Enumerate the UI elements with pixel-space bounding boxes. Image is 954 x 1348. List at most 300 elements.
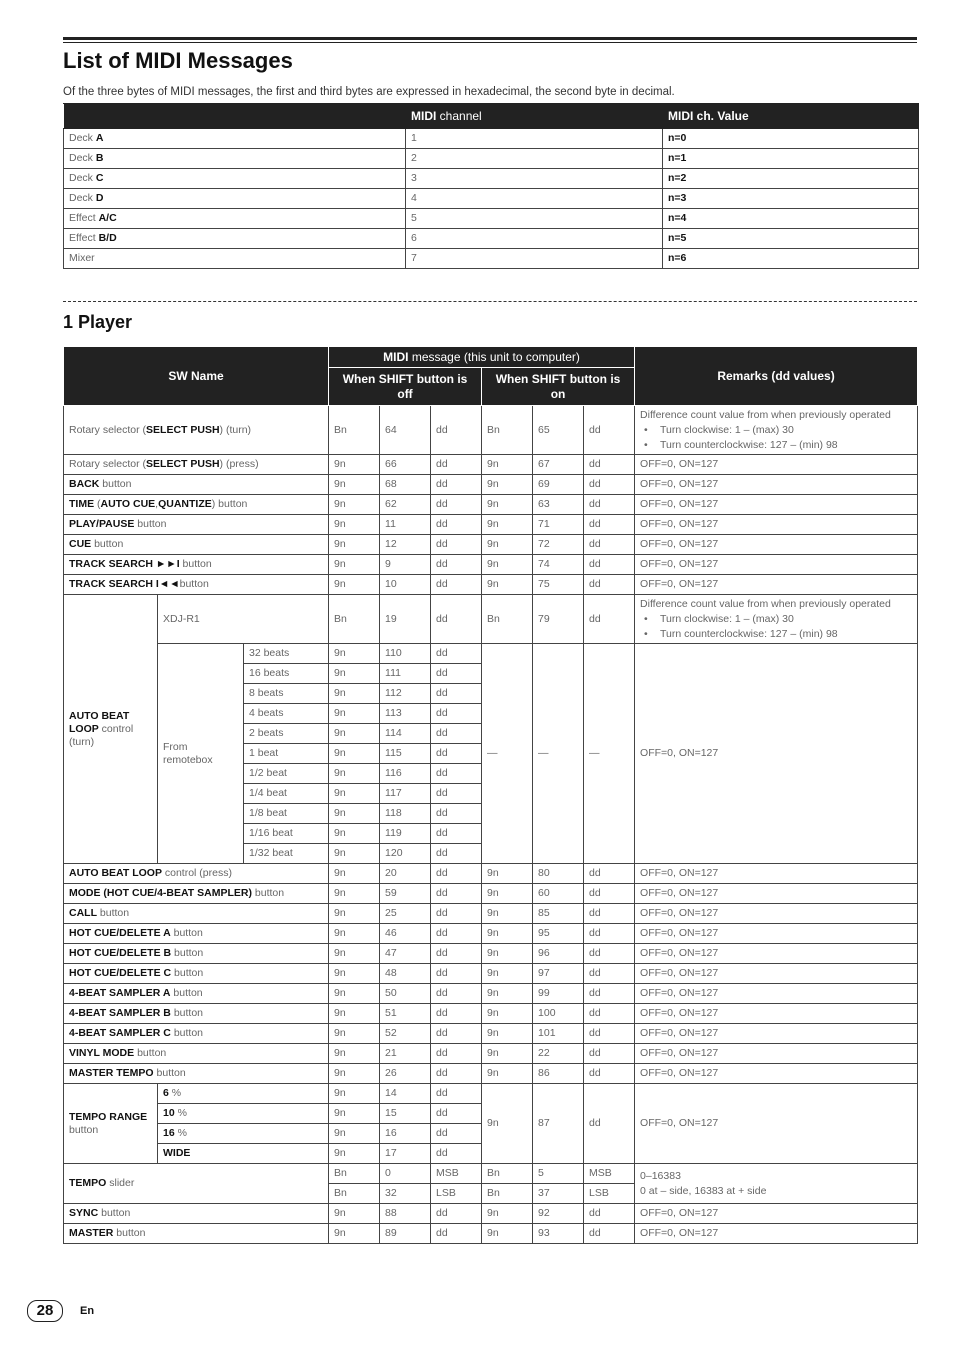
table-cell: 9n bbox=[482, 1084, 533, 1164]
remarks: OFF=0, ON=127 bbox=[635, 924, 918, 944]
remarks: OFF=0, ON=127 bbox=[635, 904, 918, 924]
table-cell: dd bbox=[431, 944, 482, 964]
table-cell: 21 bbox=[380, 1044, 431, 1064]
beat-label: 1/8 beat bbox=[244, 804, 329, 824]
remarks-diff: Difference count value from when previously operated • Turn clockwise: 1 – (max) 30 • Turn counterclockwise: 127 – (min) 98 bbox=[635, 406, 918, 455]
table-cell: 113 bbox=[380, 704, 431, 724]
table-cell: 97 bbox=[533, 964, 584, 984]
table-cell: dd bbox=[431, 924, 482, 944]
table-row bbox=[64, 944, 918, 964]
remarks: OFF=0, ON=127 bbox=[635, 964, 918, 984]
table-row bbox=[64, 149, 919, 169]
table-cell: 66 bbox=[380, 455, 431, 475]
row-label: Mixer bbox=[64, 249, 406, 269]
header-midi-message: MIDI message (this unit to computer) bbox=[329, 347, 635, 368]
table-cell: 9n bbox=[482, 1204, 533, 1224]
table-row bbox=[64, 209, 919, 229]
table-cell: dd bbox=[431, 595, 482, 644]
table-cell: dd bbox=[431, 455, 482, 475]
table-cell: dd bbox=[431, 824, 482, 844]
table-cell: 9n bbox=[482, 1064, 533, 1084]
table-cell: Bn bbox=[329, 595, 380, 644]
table-cell: 74 bbox=[533, 555, 584, 575]
remarks: OFF=0, ON=127 bbox=[635, 495, 918, 515]
row-label: Deck C bbox=[64, 169, 406, 189]
table-cell: dd bbox=[584, 1024, 635, 1044]
table-cell: 111 bbox=[380, 664, 431, 684]
table-cell: 96 bbox=[533, 944, 584, 964]
midi-ch-value: n=4 bbox=[663, 209, 919, 229]
table-cell: dd bbox=[431, 864, 482, 884]
table-cell: 9 bbox=[380, 555, 431, 575]
sw-name: 4-BEAT SAMPLER A button bbox=[64, 984, 329, 1004]
table-cell: dd bbox=[584, 1044, 635, 1064]
sw-name: HOT CUE/DELETE B button bbox=[64, 944, 329, 964]
table-cell: 86 bbox=[533, 1064, 584, 1084]
midi-channel: 4 bbox=[406, 189, 663, 209]
table-cell: 9n bbox=[329, 904, 380, 924]
beat-label: 1/2 beat bbox=[244, 764, 329, 784]
table-row bbox=[64, 406, 918, 455]
remarks: OFF=0, ON=127 bbox=[635, 515, 918, 535]
table-cell: dd bbox=[584, 555, 635, 575]
table-cell: — bbox=[584, 644, 635, 864]
table-cell: dd bbox=[584, 1004, 635, 1024]
midi-ch-value: n=1 bbox=[663, 149, 919, 169]
table-cell: — bbox=[482, 644, 533, 864]
table-row bbox=[64, 169, 919, 189]
table-cell: 80 bbox=[533, 864, 584, 884]
table-cell: 9n bbox=[329, 884, 380, 904]
table-cell: Bn bbox=[329, 1164, 380, 1184]
table-row bbox=[64, 249, 919, 269]
header-sw-name: SW Name bbox=[64, 347, 329, 406]
table-cell: dd bbox=[431, 1204, 482, 1224]
table-cell: 0 bbox=[380, 1164, 431, 1184]
channel-table-header bbox=[64, 104, 919, 129]
midi-channel-table bbox=[63, 103, 919, 269]
table-cell: 9n bbox=[329, 1064, 380, 1084]
table-cell: 101 bbox=[533, 1024, 584, 1044]
tempo-range-label: TEMPO RANGE button bbox=[64, 1084, 158, 1164]
table-cell: dd bbox=[431, 904, 482, 924]
xdj-r1-label: XDJ-R1 bbox=[158, 595, 329, 644]
sw-name: TIME (AUTO CUE,QUANTIZE) button bbox=[64, 495, 329, 515]
table-cell: 67 bbox=[533, 455, 584, 475]
table-cell: 17 bbox=[380, 1144, 431, 1164]
sw-name: AUTO BEAT LOOP control (press) bbox=[64, 864, 329, 884]
table-cell: dd bbox=[584, 964, 635, 984]
table-cell: dd bbox=[431, 684, 482, 704]
table-cell: 9n bbox=[329, 684, 380, 704]
midi-channel: 2 bbox=[406, 149, 663, 169]
table-cell: dd bbox=[431, 744, 482, 764]
section-divider bbox=[63, 301, 917, 302]
table-cell: 9n bbox=[329, 924, 380, 944]
table-row bbox=[64, 644, 918, 664]
table-cell: 9n bbox=[482, 515, 533, 535]
table-row bbox=[64, 229, 919, 249]
table-row bbox=[64, 884, 918, 904]
table-cell: 75 bbox=[533, 575, 584, 595]
table-cell: 60 bbox=[533, 884, 584, 904]
table-cell: 25 bbox=[380, 904, 431, 924]
row-label: Effect A/C bbox=[64, 209, 406, 229]
table-cell: dd bbox=[431, 724, 482, 744]
table-cell: MSB bbox=[431, 1164, 482, 1184]
row-label: Deck B bbox=[64, 149, 406, 169]
table-row bbox=[64, 924, 918, 944]
table-cell: 100 bbox=[533, 1004, 584, 1024]
sw-name: SYNC button bbox=[64, 1204, 329, 1224]
table-cell: 87 bbox=[533, 1084, 584, 1164]
table-cell: dd bbox=[584, 904, 635, 924]
beat-label: 1/32 beat bbox=[244, 844, 329, 864]
table-row bbox=[64, 1224, 918, 1244]
header-shift-on: When SHIFT button is on bbox=[482, 368, 635, 406]
table-cell: 69 bbox=[533, 475, 584, 495]
remarks: OFF=0, ON=127 bbox=[635, 475, 918, 495]
table-cell: 51 bbox=[380, 1004, 431, 1024]
sw-name: 4-BEAT SAMPLER B button bbox=[64, 1004, 329, 1024]
remarks: OFF=0, ON=127 bbox=[635, 1084, 918, 1164]
row-label: Effect B/D bbox=[64, 229, 406, 249]
table-cell: dd bbox=[431, 784, 482, 804]
table-cell: 68 bbox=[380, 475, 431, 495]
table-cell: 9n bbox=[482, 1004, 533, 1024]
table-cell: Bn bbox=[482, 1164, 533, 1184]
table-cell: 9n bbox=[329, 1224, 380, 1244]
table-cell: dd bbox=[431, 884, 482, 904]
tempo-range-option: 16 % bbox=[158, 1124, 329, 1144]
table-row bbox=[64, 1084, 918, 1104]
table-cell: 5 bbox=[533, 1164, 584, 1184]
table-cell: dd bbox=[584, 535, 635, 555]
table-row bbox=[64, 1044, 918, 1064]
table-cell: dd bbox=[431, 1124, 482, 1144]
table-cell: 99 bbox=[533, 984, 584, 1004]
table-cell: 95 bbox=[533, 924, 584, 944]
table-cell: 9n bbox=[482, 964, 533, 984]
table-row bbox=[64, 555, 918, 575]
table-cell: dd bbox=[584, 575, 635, 595]
sw-name: VINYL MODE button bbox=[64, 1044, 329, 1064]
table-cell: Bn bbox=[329, 1184, 380, 1204]
table-cell: 120 bbox=[380, 844, 431, 864]
table-cell: 19 bbox=[380, 595, 431, 644]
table-cell: dd bbox=[584, 884, 635, 904]
table-cell: 9n bbox=[329, 864, 380, 884]
table-row bbox=[64, 964, 918, 984]
table-cell: 37 bbox=[533, 1184, 584, 1204]
tempo-range-option: WIDE bbox=[158, 1144, 329, 1164]
table-cell: 9n bbox=[329, 664, 380, 684]
header-remarks: Remarks (dd values) bbox=[635, 347, 918, 406]
table-cell: 9n bbox=[329, 455, 380, 475]
sw-name: BACK button bbox=[64, 475, 329, 495]
remarks: OFF=0, ON=127 bbox=[635, 535, 918, 555]
table-cell: 11 bbox=[380, 515, 431, 535]
beat-label: 4 beats bbox=[244, 704, 329, 724]
table-cell: dd bbox=[584, 1224, 635, 1244]
sw-name: TEMPO slider bbox=[64, 1164, 329, 1204]
remarks: 0–16383 0 at – side, 16383 at + side bbox=[635, 1164, 918, 1204]
table-cell: 85 bbox=[533, 904, 584, 924]
table-cell: 9n bbox=[329, 844, 380, 864]
table-cell: 118 bbox=[380, 804, 431, 824]
table-cell: Bn bbox=[482, 595, 533, 644]
table-cell: 89 bbox=[380, 1224, 431, 1244]
table-cell: 116 bbox=[380, 764, 431, 784]
remarks: OFF=0, ON=127 bbox=[635, 1064, 918, 1084]
table-cell: dd bbox=[431, 964, 482, 984]
sw-name: TRACK SEARCH I◄◄button bbox=[64, 575, 329, 595]
sw-name: Rotary selector (SELECT PUSH) (press) bbox=[64, 455, 329, 475]
table-row bbox=[64, 1164, 918, 1184]
sw-name: CUE button bbox=[64, 535, 329, 555]
table-row bbox=[64, 1004, 918, 1024]
table-cell: 9n bbox=[329, 495, 380, 515]
table-row bbox=[64, 515, 918, 535]
table-cell: dd bbox=[431, 804, 482, 824]
header-blank bbox=[64, 104, 406, 129]
intro-text: Of the three bytes of MIDI messages, the first and third bytes are expressed in hexadecimal, the second byte in decimal. bbox=[63, 86, 675, 98]
table-cell: dd bbox=[584, 406, 635, 455]
table-cell: dd bbox=[431, 1104, 482, 1124]
table-cell: 115 bbox=[380, 744, 431, 764]
table-cell: 14 bbox=[380, 1084, 431, 1104]
table-cell: 72 bbox=[533, 535, 584, 555]
table-cell: 9n bbox=[329, 575, 380, 595]
table-row bbox=[64, 864, 918, 884]
page-title: List of MIDI Messages bbox=[63, 48, 293, 73]
table-cell: 9n bbox=[482, 1044, 533, 1064]
table-row bbox=[64, 1204, 918, 1224]
table-cell: dd bbox=[431, 1004, 482, 1024]
table-cell: 9n bbox=[482, 475, 533, 495]
table-cell: dd bbox=[431, 1144, 482, 1164]
remarks: OFF=0, ON=127 bbox=[635, 884, 918, 904]
sw-name: MASTER button bbox=[64, 1224, 329, 1244]
tempo-range-option: 10 % bbox=[158, 1104, 329, 1124]
table-cell: 32 bbox=[380, 1184, 431, 1204]
table-cell: 9n bbox=[329, 764, 380, 784]
remarks: OFF=0, ON=127 bbox=[635, 864, 918, 884]
table-cell: Bn bbox=[482, 1184, 533, 1204]
table-cell: 9n bbox=[329, 515, 380, 535]
page-number: 28 bbox=[27, 1300, 63, 1322]
table-cell: 9n bbox=[329, 984, 380, 1004]
sw-name: Rotary selector (SELECT PUSH) (turn) bbox=[64, 406, 329, 455]
table-cell: 16 bbox=[380, 1124, 431, 1144]
beat-label: 2 beats bbox=[244, 724, 329, 744]
table-row bbox=[64, 535, 918, 555]
table-row bbox=[64, 575, 918, 595]
table-cell: Bn bbox=[329, 406, 380, 455]
remarks: OFF=0, ON=127 bbox=[635, 455, 918, 475]
table-cell: 9n bbox=[329, 555, 380, 575]
table-cell: 110 bbox=[380, 644, 431, 664]
table-cell: dd bbox=[584, 595, 635, 644]
table-cell: 114 bbox=[380, 724, 431, 744]
table-cell: 22 bbox=[533, 1044, 584, 1064]
table-cell: dd bbox=[431, 1064, 482, 1084]
beat-label: 16 beats bbox=[244, 664, 329, 684]
table-cell: 9n bbox=[329, 724, 380, 744]
table-row bbox=[64, 495, 918, 515]
header-midi-ch-value: MIDI ch. Value bbox=[663, 104, 919, 129]
table-row bbox=[64, 129, 919, 149]
sw-name: MASTER TEMPO button bbox=[64, 1064, 329, 1084]
midi-ch-value: n=2 bbox=[663, 169, 919, 189]
table-cell: dd bbox=[584, 984, 635, 1004]
header-shift-off: When SHIFT button is off bbox=[329, 368, 482, 406]
table-cell: 9n bbox=[329, 1004, 380, 1024]
table-cell: 9n bbox=[482, 575, 533, 595]
row-label: Deck A bbox=[64, 129, 406, 149]
table-cell: 117 bbox=[380, 784, 431, 804]
midi-channel: 6 bbox=[406, 229, 663, 249]
remarks: OFF=0, ON=127 bbox=[635, 1024, 918, 1044]
table-cell: 15 bbox=[380, 1104, 431, 1124]
table-cell: 9n bbox=[482, 924, 533, 944]
table-cell: — bbox=[533, 644, 584, 864]
beat-label: 8 beats bbox=[244, 684, 329, 704]
table-cell: 93 bbox=[533, 1224, 584, 1244]
remarks: OFF=0, ON=127 bbox=[635, 1044, 918, 1064]
sw-name: CALL button bbox=[64, 904, 329, 924]
table-cell: dd bbox=[584, 515, 635, 535]
table-cell: 9n bbox=[329, 704, 380, 724]
table-cell: 9n bbox=[329, 1044, 380, 1064]
remarks: OFF=0, ON=127 bbox=[635, 1224, 918, 1244]
midi-ch-value: n=0 bbox=[663, 129, 919, 149]
table-cell: dd bbox=[431, 1024, 482, 1044]
table-cell: 9n bbox=[482, 1224, 533, 1244]
remarks-diff: Difference count value from when previously operated • Turn clockwise: 1 – (max) 30 • Turn counterclockwise: 127 – (min) 98 bbox=[635, 595, 918, 644]
top-rule-thin bbox=[63, 42, 917, 43]
table-cell: 63 bbox=[533, 495, 584, 515]
table-cell: dd bbox=[431, 1084, 482, 1104]
table-cell: 9n bbox=[329, 964, 380, 984]
table-row bbox=[64, 475, 918, 495]
top-rule bbox=[63, 37, 917, 40]
table-cell: 88 bbox=[380, 1204, 431, 1224]
table-cell: dd bbox=[584, 1084, 635, 1164]
table-cell: 9n bbox=[329, 944, 380, 964]
table-cell: dd bbox=[584, 924, 635, 944]
beat-label: 32 beats bbox=[244, 644, 329, 664]
beat-label: 1/16 beat bbox=[244, 824, 329, 844]
table-cell: 9n bbox=[329, 1084, 380, 1104]
player-midi-table bbox=[63, 346, 918, 1244]
table-cell: 9n bbox=[329, 535, 380, 555]
sw-name: PLAY/PAUSE button bbox=[64, 515, 329, 535]
table-cell: dd bbox=[584, 1064, 635, 1084]
table-cell: dd bbox=[431, 495, 482, 515]
remarks: OFF=0, ON=127 bbox=[635, 1004, 918, 1024]
sw-name: HOT CUE/DELETE A button bbox=[64, 924, 329, 944]
remarks: OFF=0, ON=127 bbox=[635, 944, 918, 964]
sw-name: MODE (HOT CUE/4-BEAT SAMPLER) button bbox=[64, 884, 329, 904]
table-cell: 9n bbox=[329, 784, 380, 804]
table-cell: 92 bbox=[533, 1204, 584, 1224]
midi-ch-value: n=3 bbox=[663, 189, 919, 209]
table-cell: 62 bbox=[380, 495, 431, 515]
table-cell: 9n bbox=[329, 744, 380, 764]
table-cell: MSB bbox=[584, 1164, 635, 1184]
table-cell: dd bbox=[431, 764, 482, 784]
table-row bbox=[64, 595, 918, 644]
table-cell: 9n bbox=[482, 884, 533, 904]
table-cell: 46 bbox=[380, 924, 431, 944]
midi-channel: 3 bbox=[406, 169, 663, 189]
table-cell: 48 bbox=[380, 964, 431, 984]
table-cell: 9n bbox=[482, 904, 533, 924]
table-cell: dd bbox=[431, 844, 482, 864]
sw-name: HOT CUE/DELETE C button bbox=[64, 964, 329, 984]
table-cell: 9n bbox=[329, 1144, 380, 1164]
table-row bbox=[64, 984, 918, 1004]
table-cell: dd bbox=[431, 406, 482, 455]
table-cell: 9n bbox=[329, 824, 380, 844]
table-cell: 10 bbox=[380, 575, 431, 595]
table-cell: 9n bbox=[482, 984, 533, 1004]
table-cell: 9n bbox=[482, 455, 533, 475]
table-cell: 9n bbox=[329, 804, 380, 824]
table-cell: dd bbox=[431, 475, 482, 495]
beat-label: 1 beat bbox=[244, 744, 329, 764]
table-cell: LSB bbox=[584, 1184, 635, 1204]
midi-channel: 7 bbox=[406, 249, 663, 269]
table-cell: dd bbox=[431, 664, 482, 684]
table-cell: dd bbox=[584, 1204, 635, 1224]
header-midi-channel: MIDI channel bbox=[406, 104, 663, 129]
table-cell: 9n bbox=[482, 495, 533, 515]
table-cell: dd bbox=[431, 704, 482, 724]
table-cell: dd bbox=[584, 455, 635, 475]
table-cell: 9n bbox=[329, 1024, 380, 1044]
table-cell: dd bbox=[584, 944, 635, 964]
remarks: OFF=0, ON=127 bbox=[635, 575, 918, 595]
row-label: Deck D bbox=[64, 189, 406, 209]
table-cell: Bn bbox=[482, 406, 533, 455]
table-cell: dd bbox=[431, 535, 482, 555]
table-cell: 9n bbox=[329, 1204, 380, 1224]
table-cell: dd bbox=[431, 515, 482, 535]
table-cell: 9n bbox=[482, 864, 533, 884]
table-cell: 64 bbox=[380, 406, 431, 455]
table-cell: 112 bbox=[380, 684, 431, 704]
midi-channel: 5 bbox=[406, 209, 663, 229]
remarks: OFF=0, ON=127 bbox=[635, 984, 918, 1004]
table-cell: 119 bbox=[380, 824, 431, 844]
table-cell: 9n bbox=[482, 1024, 533, 1044]
midi-ch-value: n=5 bbox=[663, 229, 919, 249]
table-row bbox=[64, 1024, 918, 1044]
sw-name: TRACK SEARCH ►►I button bbox=[64, 555, 329, 575]
table-cell: 9n bbox=[482, 555, 533, 575]
table-row bbox=[64, 455, 918, 475]
table-cell: 50 bbox=[380, 984, 431, 1004]
remarks: OFF=0, ON=127 bbox=[635, 644, 918, 864]
table-cell: 12 bbox=[380, 535, 431, 555]
table-cell: dd bbox=[431, 555, 482, 575]
auto-beat-loop-label: AUTO BEAT LOOP control (turn) bbox=[64, 595, 158, 864]
midi-ch-value: n=6 bbox=[663, 249, 919, 269]
table-cell: 9n bbox=[482, 535, 533, 555]
remarks: OFF=0, ON=127 bbox=[635, 555, 918, 575]
